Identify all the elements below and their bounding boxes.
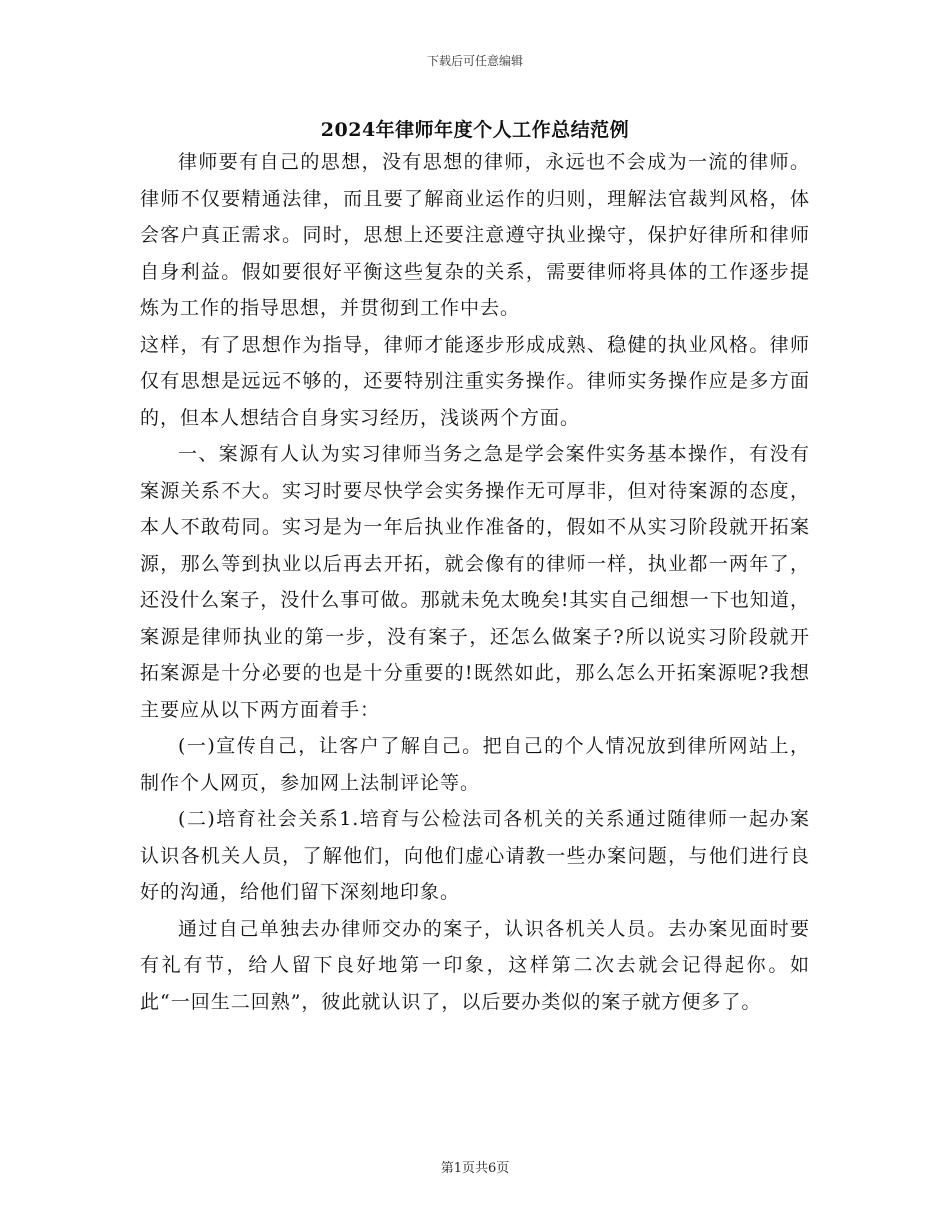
paragraph: 通过自己单独去办律师交办的案子，认识各机关人员。去办案见面时要有礼有节，给人留下良好地第一印象，这样第二次去就会记得起你。如此“一回生二回熟”，彼此就认识了，以后要办类似的案子就方便多了。 bbox=[140, 917, 810, 1013]
paragraph: 这样，有了思想作为指导，律师才能逐步形成成熟、稳健的执业风格。律师仅有思想是远远不够的，还要特别注重实务操作。律师实务操作应是多方面的，但本人想结合自身实习经历，浅谈两个方面。 bbox=[140, 333, 810, 429]
document-body bbox=[140, 144, 810, 1020]
document-title: 2024年律师年度个人工作总结范例 bbox=[320, 119, 630, 141]
page-number: 第1页共6页 bbox=[440, 1161, 510, 1176]
paragraph: (二)培育社会关系1.培育与公检法司各机关的关系通过随律师一起办案认识各机关人员，了解他们，向他们虚心请教一些办案问题，与他们进行良好的沟通，给他们留下深刻地印象。 bbox=[140, 808, 810, 903]
paragraph: 律师要有自己的思想，没有思想的律师，永远也不会成为一流的律师。律师不仅要精通法律，而且要了解商业运作的归则，理解法官裁判风格，体会客户真正需求。同时，思想上还要注意遵守执业操守，保护好律所和律师自身利益。假如要很好平衡这些复杂的关系，需要律师将具体的工作逐步提炼为工作的指导思想，并贯彻到工作中去。 bbox=[140, 151, 810, 319]
paragraph: (一)宣传自己，让客户了解自己。把自己的个人情况放到律所网站上，制作个人网页，参加网上法制评论等。 bbox=[140, 735, 810, 794]
page-header-note: 下载后可任意编辑 bbox=[426, 54, 523, 68]
paragraph: 一、案源有人认为实习律师当务之急是学会案件实务基本操作，有没有案源关系不大。实习时要尽快学会实务操作无可厚非，但对待案源的态度，本人不敢苟同。实习是为一年后执业作准备的，假如不从实习阶段就开拓案源，那么等到执业以后再去开拓，就会像有的律师一样，执业都一两年了，还没什么案子，没什么事可做。那就未免太晚矣!其实自己细想一下也知道，案源是律师执业的第一步，没有案子，还怎么做案子?所以说实习阶段就开拓案源是十分必要的也是十分重要的!既然如此，那么怎么开拓案源呢?我想主要应从以下两方面着手： bbox=[140, 443, 810, 721]
